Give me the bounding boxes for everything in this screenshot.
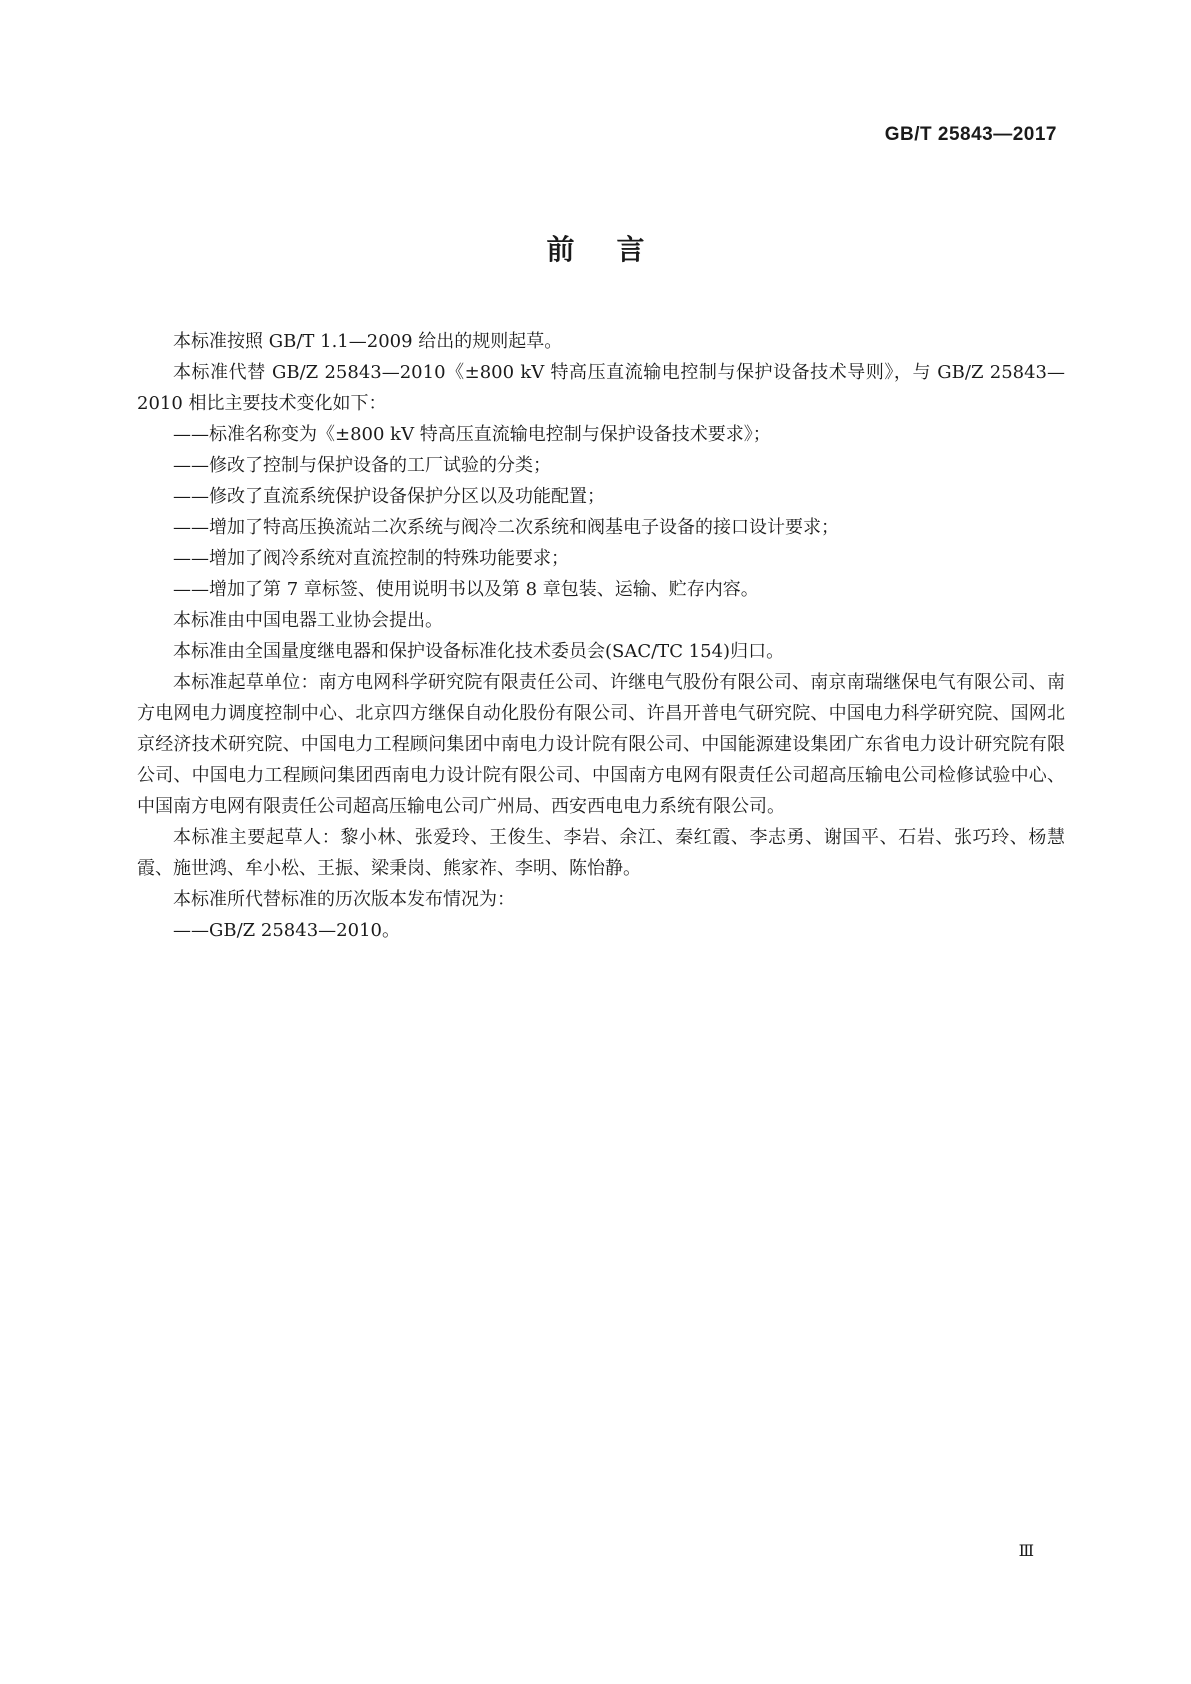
paragraph: 本标准代替 GB/Z 25843—2010《±800 kV 特高压直流输电控制与保护设备技术导则》，与 GB/Z 25843—2010 相比主要技术变化如下： [137,362,1065,414]
page-title: 前言 [546,233,687,266]
paragraph: 本标准所代替标准的历次版本发布情况为： [173,889,515,910]
paragraph: 本标准按照 GB/T 1.1—2009 给出的规则起草。 [173,331,563,352]
standard-code: GB/T 25843—2017 [884,124,1057,145]
list-item: ——增加了阀冷系统对直流控制的特殊功能要求； [173,548,569,569]
list-item: ——增加了第 7 章标签、使用说明书以及第 8 章包装、运输、贮存内容。 [173,579,759,600]
list-item: ——修改了控制与保护设备的工厂试验的分类； [173,455,551,476]
paragraph: 本标准主要起草人：黎小林、张爱玲、王俊生、李岩、余江、秦红霞、李志勇、谢国平、石岩、张巧玲、杨慧霞、施世鸿、牟小松、王振、梁秉岗、熊家祚、李明、陈怡静。 [137,827,1065,879]
list-item: ——增加了特高压换流站二次系统与阀冷二次系统和阀基电子设备的接口设计要求； [173,517,839,538]
list-item: ——修改了直流系统保护设备保护分区以及功能配置； [173,486,605,507]
list-item: ——GB/Z 25843—2010。 [173,920,400,941]
paragraph: 本标准由中国电器工业协会提出。 [173,610,443,631]
paragraph: 本标准起草单位：南方电网科学研究院有限责任公司、许继电气股份有限公司、南京南瑞继保电气有限公司、南方电网电力调度控制中心、北京四方继保自动化股份有限公司、许昌开普电气研究院、中国电力科学研究院、国网北京经济技术研究院、中国电力工程顾问集团中南电力设计院有限公司、中国能源建设集团广东省电力设计研究院有限公司、中国电力工程顾问集团西南电力设计院有限公司、中国南方电网有限责任公司超高压输电公司检修试验中心、中国南方电网有限责任公司超高压输电公司广州局、西安西电电力系统有限公司。 [137,672,1065,817]
foreword-body [137,326,1065,946]
paragraph: 本标准由全国量度继电器和保护设备标准化技术委员会(SAC/TC 154)归口。 [173,641,785,662]
page-number: Ⅲ [1018,1541,1034,1560]
list-item: ——标准名称变为《±800 kV 特高压直流输电控制与保护设备技术要求》； [173,424,771,445]
